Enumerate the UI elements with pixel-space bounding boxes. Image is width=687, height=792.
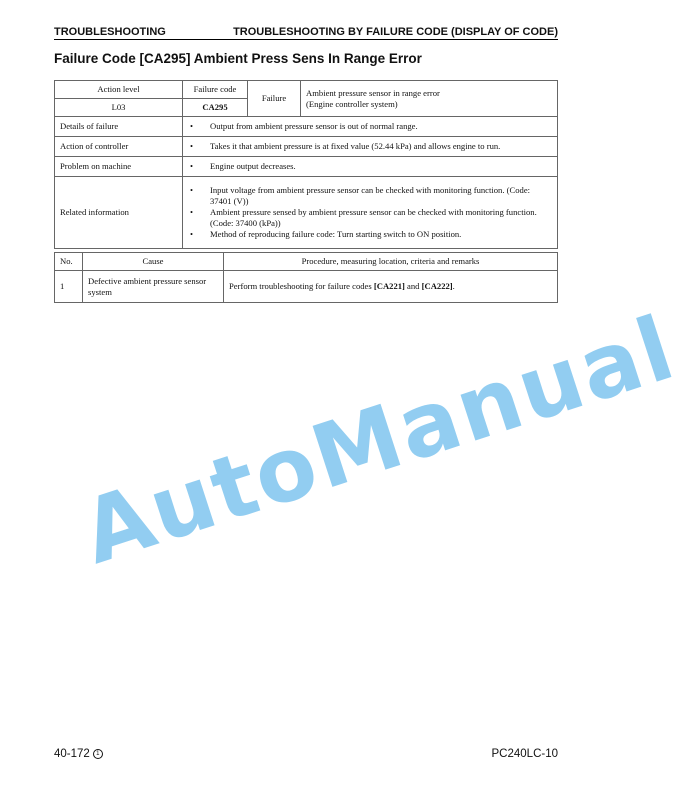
list-item: [188, 121, 552, 132]
failure-code-ref-1: [CA221]: [373, 281, 405, 291]
related-label: Related information: [55, 177, 183, 249]
related-text-3: Method of reproducing failure code: Turn starting switch to ON position.: [210, 229, 462, 239]
action-level-value: L03: [55, 99, 183, 117]
header-chapter-title: TROUBLESHOOTING BY FAILURE CODE (DISPLAY OF CODE): [233, 26, 558, 38]
failure-info-table: [54, 80, 558, 249]
failure-description-line2: (Engine controller system): [306, 98, 398, 109]
action-level-label: Action level: [55, 81, 183, 99]
list-item: [188, 207, 552, 229]
failure-code-value: CA295: [183, 99, 248, 117]
action-cell: [183, 137, 558, 157]
related-text-2: Ambient pressure sensed by ambient pressure sensor can be checked with monitoring function. (Code: 37400 (kPa)): [210, 207, 537, 228]
bullet-mark: •: [190, 141, 194, 151]
related-text-1: Input voltage from ambient pressure sensor can be checked with monitoring function. (Code: 37401 (V)): [210, 185, 531, 206]
page-number: [54, 748, 103, 760]
procedure-prefix: Perform troubleshooting for failure codes: [229, 281, 374, 291]
bullet-mark: •: [190, 185, 194, 195]
bullet-mark: •: [190, 121, 194, 131]
problem-text: Engine output decreases.: [210, 161, 296, 171]
header-section-title: TROUBLESHOOTING: [54, 26, 166, 38]
list-item: [188, 185, 552, 207]
page-number-text: 40-172: [54, 748, 90, 760]
failure-description-line1: Ambient pressure sensor in range error: [306, 87, 440, 98]
bullet-mark: •: [190, 161, 194, 171]
page-header: [54, 26, 558, 40]
details-cell: [183, 117, 558, 137]
list-item: [188, 161, 552, 172]
procedure-mid: and: [404, 281, 422, 291]
no-header: No.: [55, 253, 83, 271]
action-label: Action of controller: [55, 137, 183, 157]
failure-code-label: Failure code: [183, 81, 248, 99]
failure-code-ref-2: [CA222]: [421, 281, 453, 291]
bullet-mark: •: [190, 207, 194, 217]
procedure-header: Procedure, measuring location, criteria and remarks: [224, 253, 558, 271]
failure-description: [301, 81, 558, 117]
list-item: [188, 141, 552, 152]
watermark-text: AutoManual: [70, 295, 687, 584]
page-title: Failure Code [CA295] Ambient Press Sens In Range Error: [54, 51, 422, 66]
cause-no: 1: [55, 271, 83, 303]
bullet-mark: •: [190, 229, 194, 239]
model-name: PC240LC-10: [491, 748, 558, 760]
related-cell: [183, 177, 558, 249]
details-text: Output from ambient pressure sensor is out of normal range.: [210, 121, 418, 131]
failure-label: Failure: [248, 81, 301, 117]
procedure-text: [224, 271, 558, 303]
table-row: [55, 271, 558, 303]
procedure-suffix: .: [452, 281, 455, 291]
cause-table: [54, 252, 558, 303]
problem-cell: [183, 157, 558, 177]
list-item: [188, 229, 552, 240]
details-label: Details of failure: [55, 117, 183, 137]
problem-label: Problem on machine: [55, 157, 183, 177]
cause-text: Defective ambient pressure sensor system: [83, 271, 224, 303]
action-text: Takes it that ambient pressure is at fixed value (52.44 kPa) and allows engine to run.: [210, 141, 501, 151]
cause-header: Cause: [83, 253, 224, 271]
revision-mark-icon: 1: [93, 749, 103, 759]
